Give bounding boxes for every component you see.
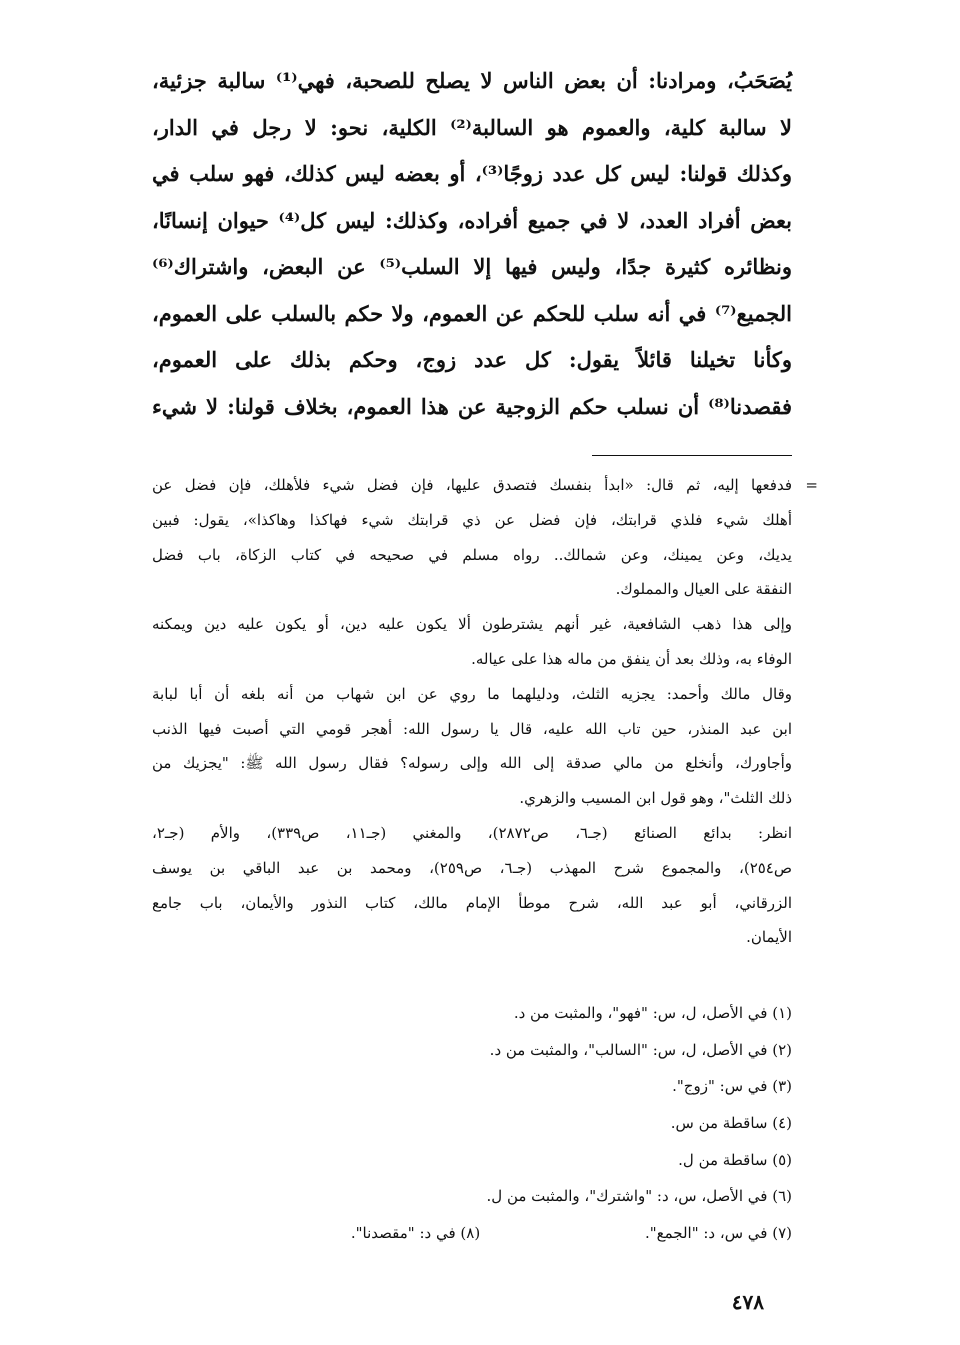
footnote-p3-line-4: ذلك الثلث"، وهو قول ابن المسيب والزهري. xyxy=(519,789,792,808)
footnote-p4-line-3: الزرقاني، أبو عبد الله، شرح موطأ الإمام مالك، كتاب النذور والأيمان، باب جامع xyxy=(152,893,792,912)
page-number: ٤٧٨ xyxy=(731,1290,764,1314)
footnote-2: (٢) في الأصل، ل، س: "السالب"، والمثبت من د. xyxy=(489,1040,792,1059)
footnote-3: (٣) في س: "زوج". xyxy=(672,1077,792,1096)
footnote-7-8-row xyxy=(152,1215,792,1252)
footnote-separator-rule xyxy=(592,455,792,456)
footnote-p4-line-2: ص٢٥٤)، والمجموع شرح المهذب (جـ٦، ص٢٥٩)، ومحمد بن عبد الباقي بن يوسف xyxy=(152,858,792,877)
footnote-p3-line-1: وقال مالك وأحمد: يجزيه الثلث، ودليلهما ما روي عن ابن شهاب من أنه بلغه أن أبا لبابة xyxy=(152,684,792,703)
main-text-body xyxy=(152,58,792,430)
main-text-line-8: فقصدنا⁽⁸⁾ أن نسلب حكم الزوجية عن هذا العموم، بخلاف قولنا: لا شيء xyxy=(152,393,792,419)
footnote-cont-line-3: يديك، وعن يمينك، وعن شمالك.. رواه مسلم في صحيحه في كتاب الزكاة، باب فضل xyxy=(152,545,792,564)
main-text-line-4: بعض أفراد العدد، لا في جميع أفراده، وكذلك: ليس كل⁽⁴⁾ حيوان إنسانًا، xyxy=(152,207,792,233)
main-text-line-6: الجميع⁽⁷⁾ في أنه سلب للحكم عن العموم، ولا حكم بالسلب على العموم، xyxy=(152,300,792,326)
footnote-p4-line-1: انظر: بدائع الصنائع (جـ٦، ص٢٨٧٢)، والمغني (جـ١١، ص٣٣٩)، والأم (جـ٢، xyxy=(152,823,792,842)
numbered-footnotes xyxy=(152,995,792,1252)
footnote-p4-line-4: الأيمان. xyxy=(746,928,792,947)
footnote-continuation-block xyxy=(152,468,818,955)
footnote-p3-line-2: ابن عبد المنذر، حين تاب الله عليه، قال يا رسول الله: أهجر قومي التي أصبت فيها الذنب xyxy=(152,719,792,738)
footnote-p2-line-1: وإلى هذا ذهب الشافعية، غير أنهم يشترطون ألا يكون عليه دين، أو يكون عليه دين ويمكنه xyxy=(152,615,792,634)
footnote-5: (٥) ساقطة من ل. xyxy=(678,1150,792,1169)
main-text-line-2: لا سالبة كلية، والعموم هو السالبة⁽²⁾ الكلية، نحو: لا رجل في الدار، xyxy=(152,114,792,140)
main-text-line-3: وكذلك قولنا: ليس كل عدد زوجًا⁽³⁾، أو بعضه ليس كذلك، فهو سلب في xyxy=(152,161,793,186)
main-text-line-1: يُصَحَبُ، ومرادنا: أن بعض الناس لا يصلح للصحبة، فهي⁽¹⁾ سالبة جزئية، xyxy=(152,68,792,93)
continuation-marker: = xyxy=(805,476,818,494)
footnote-cont-text-1: فدفعها إليه، ثم قال: «ابدأ بنفسك فتصدق عليها، فإن فضل شيء فلأهلك، فإن فضل عن xyxy=(152,476,792,494)
footnote-6: (٦) في الأصل، س، د: "واشترك"، والمثبت من ل. xyxy=(486,1187,792,1206)
footnote-p2-line-2: الوفاء به، وذلك بعد أن ينفق من ماله هذا على عياله. xyxy=(471,649,792,668)
footnote-p3-line-3: وأجاورك، وأنخلع من مالي صدقة إلى الله وإلى رسوله؟ فقال رسول الله ﷺ: "يجزيك من xyxy=(152,754,792,773)
footnote-4: (٤) ساقطة من س. xyxy=(670,1114,792,1133)
main-text-line-7: وكأنا تخيلنا قائلاً يقول: كل عدد زوج، وحكم بذلك على العموم، xyxy=(152,347,792,372)
footnote-1: (١) في الأصل، ل، س: "فهو"، والمثبت من د. xyxy=(513,1004,792,1022)
footnote-cont-line-2: أهلك شيء فلذي قرابتك، فإن فضل عن ذي قرابتك شيء فهاكذا وهاكذا»، يقول: فبين xyxy=(152,510,792,529)
footnote-cont-line-1 xyxy=(152,468,818,503)
footnote-7: (٧) في س، د: "الجمع". xyxy=(644,1224,792,1243)
main-text-line-5: ونظائره كثيرة جدًا، وليس فيها إلا السلب⁽⁵⁾ عن البعض، واشتراك⁽⁶⁾ xyxy=(152,254,793,279)
footnote-8: (٨) في د: "مقصدنا". xyxy=(350,1224,481,1243)
footnote-cont-line-4: النفقة على العيال والمملوك. xyxy=(615,580,792,599)
